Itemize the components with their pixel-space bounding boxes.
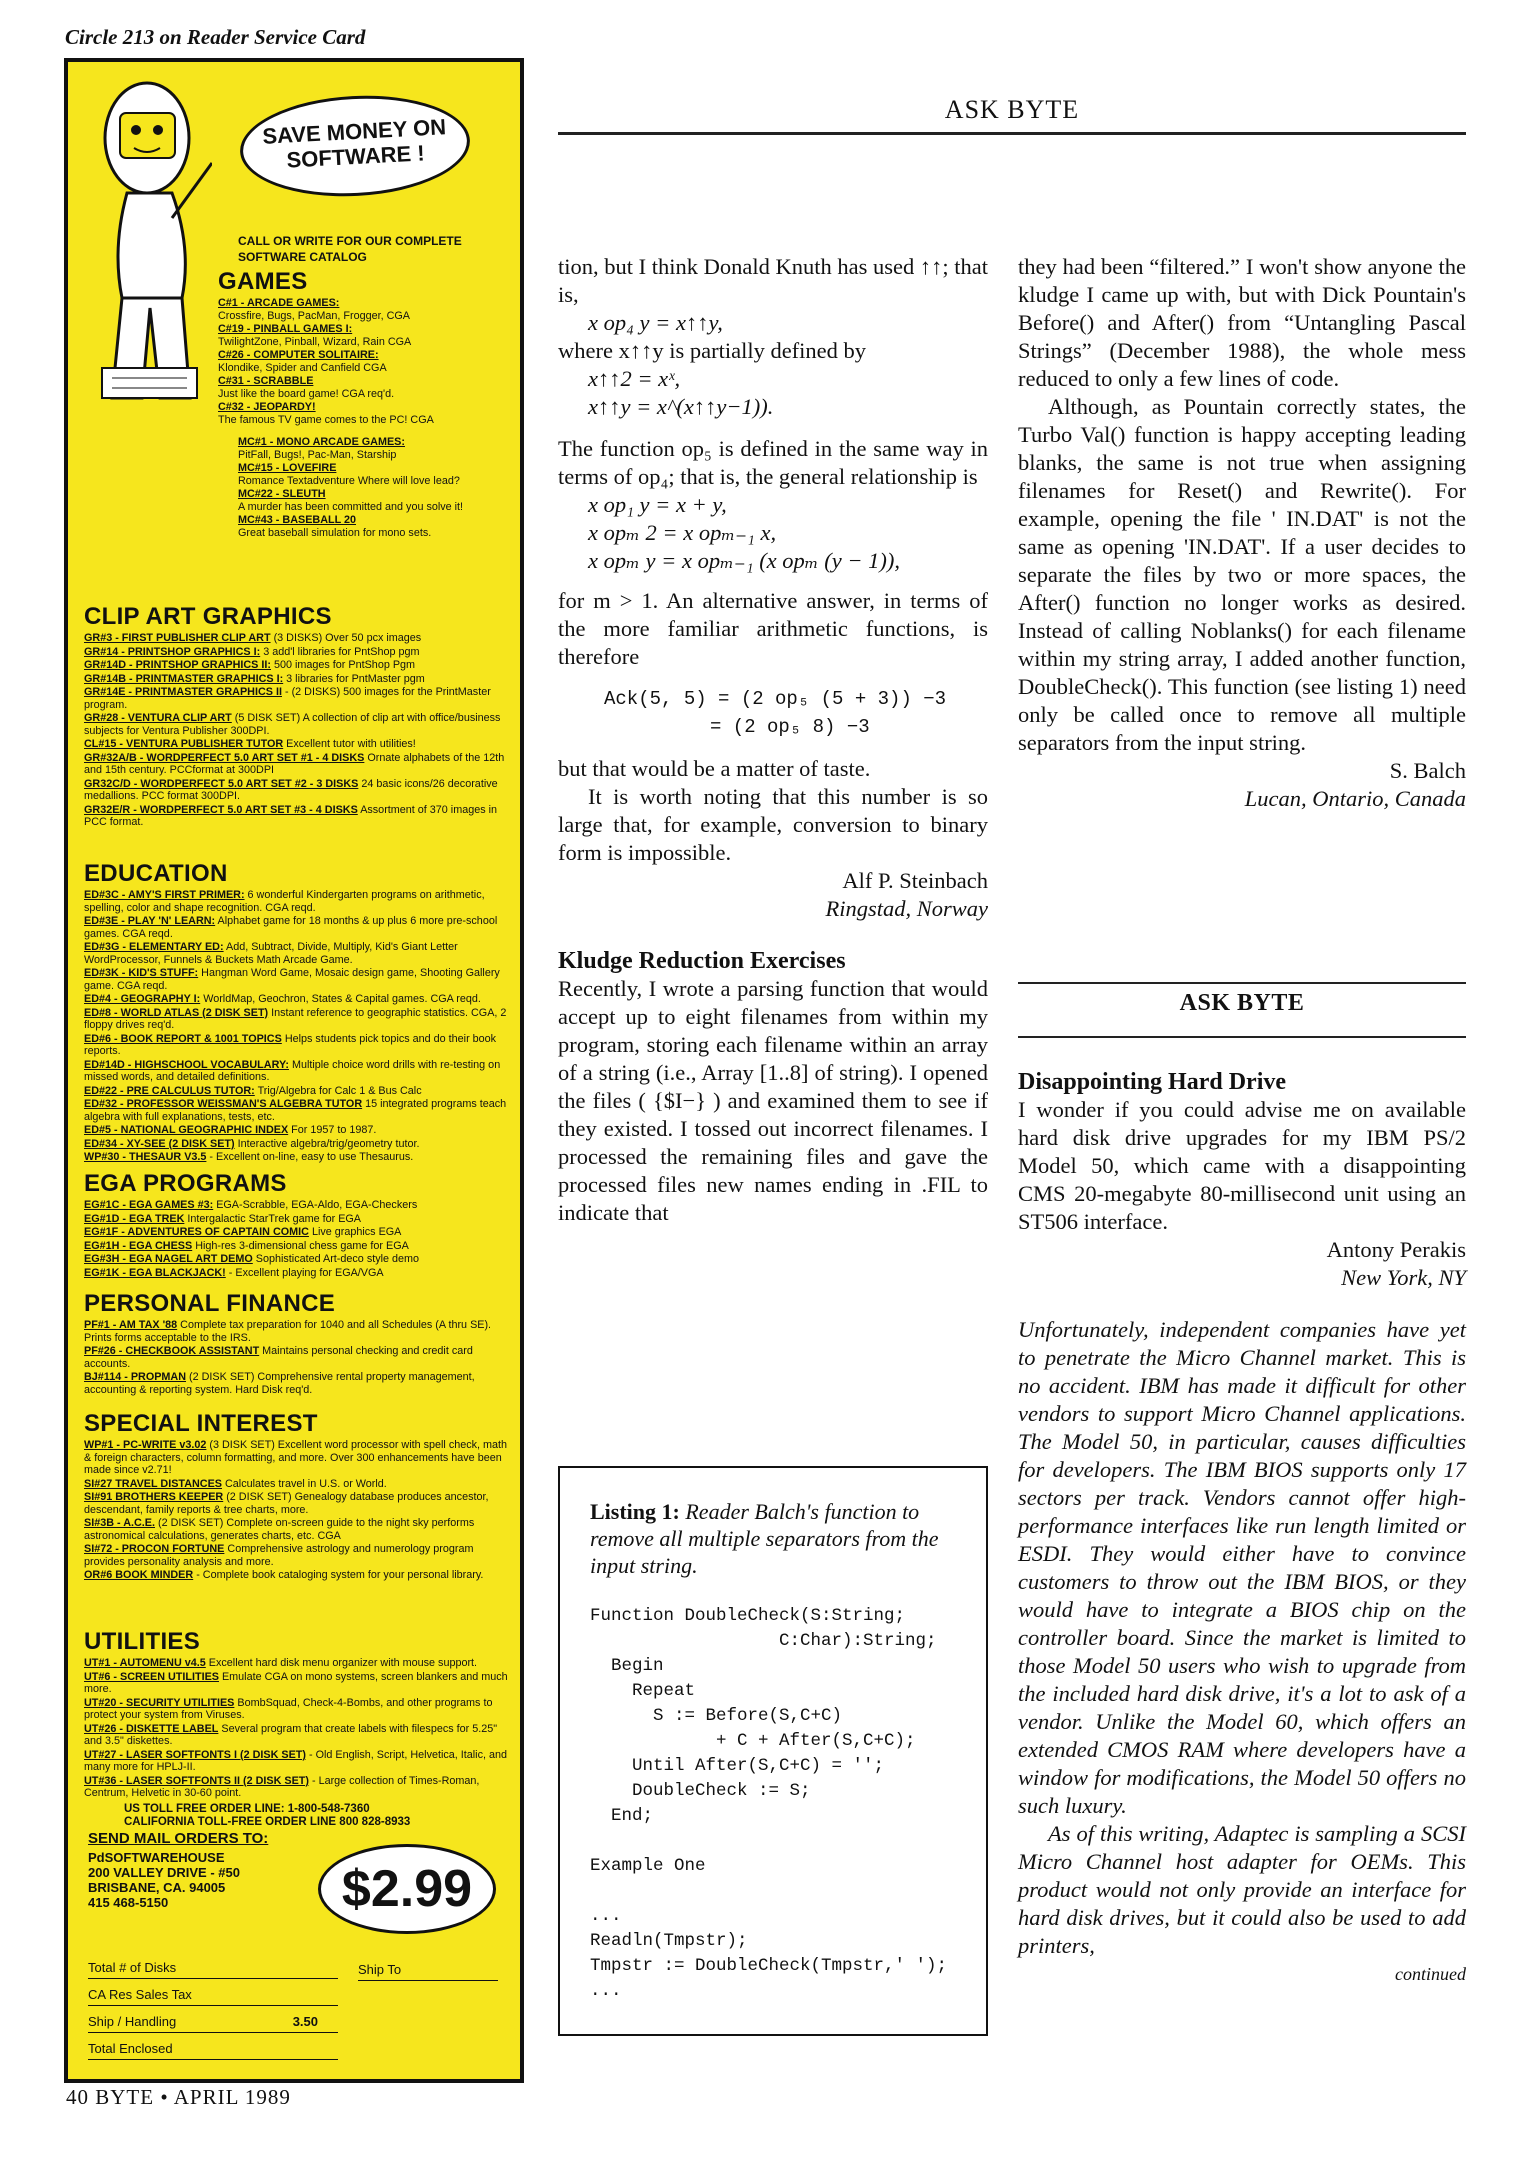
toll-free-line: US TOLL FREE ORDER LINE: 1-800-548-7360: [124, 1802, 370, 1815]
ad-section-title: EDUCATION: [84, 860, 228, 887]
col2-p2: Although, as Pountain correctly states, the Turbo Val() function is happy accepting leading blanks, the same is not true when assigning filenames for Reset() and Rewrite(). For example, opening the file ' IN.DAT' is not the same as opening 'IN.DAT'. If a user decides to separate the files by two or more spaces, the After() function no longer works as desired. Instead of calling Noblanks() for each filename within my string array, I added another function, DoubleCheck(). This function (see listing 1) need only be called once to remove all multiple separators from the input string.: [1018, 394, 1466, 755]
city-address: BRISBANE, CA. 94005: [88, 1880, 226, 1896]
price-badge: $2.99: [318, 1844, 496, 1934]
ad-section-title: UTILITIES: [84, 1628, 201, 1655]
column-one: [558, 253, 988, 1227]
ad-section-title: CLIP ART GRAPHICS: [84, 603, 332, 630]
phone-number: 415 468-5150: [88, 1895, 169, 1911]
reader-service-note: Circle 213 on Reader Service Card: [65, 25, 366, 49]
company-name: PdSOFTWAREHOUSE: [88, 1850, 225, 1866]
order-form: [88, 1952, 508, 2060]
mail-order-address: [88, 1830, 318, 1911]
ad-section-title: GAMES: [218, 268, 308, 295]
ad-section-games: GAMES C#1 - ARCADE GAMES: Crossfire, Bugs, PacMan, Frogger, CGA C#19 - PINBALL GAMES I: TwilightZone, Pinball, Wizard, Rain CGA C#26 - COMPUTER SOLITAIRE: Klondike, Spider and Canfield CGA C#31 - SCRABBLE Just like the board game! CGA req'd. C#32 - JEOPARDY! The famous TV game comes to the PC! CGA MC#1 - MONO ARCADE GAMES: PitFall, Bugs!, Pac-Man, Starship MC#15 - LOVEFIRE Romance Textadventure Where will love lead? MC#22 - SLEUTH A murder has been committed and you solve it! MC#43 - BASEBALL 20 Great baseball simulation for mono sets.: [218, 270, 518, 540]
answer-p2: As of this writing, Adaptec is sampling a SCSI Micro Channel host adapter for OEMs. This product would not only provide an interface for hard disk drives, but it could also be used to add printers,: [1018, 1821, 1466, 1958]
catalog-callout: CALL OR WRITE FOR OUR COMPLETE SOFTWARE CATALOG: [238, 234, 462, 264]
signature-location: Lucan, Ontario, Canada: [1244, 786, 1466, 811]
ca-toll-free-line: CALIFORNIA TOLL-FREE ORDER LINE 800 828-8933: [124, 1816, 411, 1828]
col1-p3: The function op₅ is defined in the same way in terms of op₄; that is, the general relationship is: [558, 436, 988, 489]
ad-section-education: EDUCATION ED#3C - AMY'S FIRST PRIMER: 6 wonderful Kindergarten programs on arithmetic, spelling, color and shape recognition. CGA reqd. ED#3E - PLAY 'N' LEARN: Alphabet game for 18 months & up plus 6 more pre-school games. CGA reqd. ED#3G - ELEMENTARY ED: Add, Subtract, Divide, Multiply, Kid's Giant Letter WordProcessor, Funnels & Buckets Math Arcade Game. ED#3K - KID'S STUFF: Hangman Word Game, Mosaic design game, Shooting Gallery game. CGA reqd. ED#4 - GEOGRAPHY I: WorldMap, Geochron, States & Capital games. CGA reqd. ED#8 - WORLD ATLAS (2 DISK SET) Instant reference to geographic statistics. CGA, 2 floppy drives req'd. ED#6 - BOOK REPORT & 1001 TOPICS Helps students pick topics and do their book reports. ED#14D - HIGHSCHOOL VOCABULARY: Multiple choice word drills with re-testing on missed words, and detailed definitions. ED#22 - PRE CALCULUS TUTOR: Trig/Algebra for Calc 1 & Bus Calc ED#32 - PROFESSOR WEISSMAN'S ALGEBRA TUTOR 15 integrated programs teach algebra with full explanations, tests, etc. ED#5 - NATIONAL GEOGRAPHIC INDEX For 1957 to 1987. ED#34 - XY-SEE (2 DISK SET) Interactive algebra/trig/geometry tutor. WP#30 - THESAUR V3.5 - Excellent on-line, easy to use Thesaurus.: [84, 862, 516, 1165]
header-rule: [558, 132, 1466, 135]
listing-title: Listing 1:: [590, 1499, 680, 1524]
ad-section-utilities: UTILITIES UT#1 - AUTOMENU v4.5 Excellent hard disk menu organizer with mouse support. UT#6 - SCREEN UTILITIES Emulate CGA on mono systems, screen blankers and much more. UT#20 - SECURITY UTILITIES BombSquad, Check-4-Bombs, and other programs to protect your system from Viruses. UT#26 - DISKETTE LABEL Several program that create labels with filespecs for 5.25" and 3.5" diskettes. UT#27 - LASER SOFTFONTS I (2 DISK SET) - Old English, Script, Helvetica, Italic, and many more for HPLJ-II. UT#36 - LASER SOFTFONTS II (2 DISK SET) - Large collection of Times-Roman, Centrum, Helvetic in 30-60 point. US TOLL FREE ORDER LINE: 1-800-548-7360 CALIFORNIA TOLL-FREE ORDER LINE 800 828-8933: [84, 1630, 516, 1829]
form-row-total[interactable]: Total Enclosed: [88, 2033, 338, 2060]
equation-2b: x↑↑y = x^(x↑↑y−1)).: [588, 394, 774, 419]
equation-3c: x opₘ y = x opₘ₋₁ (x opₘ (y − 1)),: [588, 548, 900, 573]
equation-1: x op₄ y = x↑↑y,: [588, 310, 723, 335]
col1-p1: tion, but I think Donald Knuth has used ↑↑; that is,: [558, 254, 988, 307]
equation-3b: x opₘ 2 = x opₘ₋₁ x,: [588, 520, 777, 545]
col1-p6: It is worth noting that this number is so large that, for example, conversion to binary form is impossible.: [558, 784, 988, 865]
cartoon-girl-illustration: [72, 68, 212, 468]
col1-p5: but that would be a matter of taste.: [558, 756, 871, 781]
signature-balch: [1018, 757, 1466, 813]
continued-note: continued: [1395, 1964, 1466, 1984]
ack-line-1: Ack(5, 5) = (2 op₅ (5 + 3)) −3: [604, 688, 947, 710]
form-row-disks[interactable]: Total # of Disks: [88, 1952, 338, 1979]
page-header: ASK BYTE: [944, 95, 1080, 124]
listing-code: Function DoubleCheck(S:String; C:Char):String; Begin Repeat S := Before(S,C+C) + C + After(S,C+C); Until After(S,C+C) = ''; DoubleCheck := S; End; Example One ... Readln(Tmpstr); Tmpstr := DoubleCheck(Tmpstr,' '); ...: [590, 1606, 948, 2001]
ad-section-title: PERSONAL FINANCE: [84, 1290, 336, 1317]
col1-p7: Recently, I wrote a parsing function that would accept up to eight filenames from within my program, storing each filename within an array of a string (i.e., Array [1..8] of string). I opened the files ( {$I−} ) and examined them to see if they existed. I tossed out incorrect filenames. I processed the remaining files and gave the processed files new names ending in .FIL to indicate that: [558, 976, 988, 1225]
equation-3a: x op₁ y = x + y,: [588, 492, 727, 517]
ad-section-special: SPECIAL INTEREST WP#1 - PC-WRITE v3.02 (3 DISK SET) Excellent word processor with spell check, math & foreign characters, column formatting, and more. Over 300 enhancements have been made since v2.71! SI#27 TRAVEL DISTANCES Calculates travel in U.S. or World. SI#91 BROTHERS KEEPER (2 DISK SET) Genealogy database produces ancestor, descendant, family reports & tree charts, more. SI#3B - A.C.E. (2 DISK SET) Complete on-screen guide to the night sky performs astronomical calculations, generates charts, etc. CGA SI#72 - PROCON FORTUNE Comprehensive astrology and numerology program provides personality analysis and more. OR#6 BOOK MINDER - Complete book cataloging system for your personal library.: [84, 1412, 516, 1583]
signature-name: Alf P. Steinbach: [842, 868, 988, 893]
listing-caption-text: Reader Balch's function to remove all multiple separators from the input string.: [590, 1499, 939, 1578]
ad-section-finance: PERSONAL FINANCE PF#1 - AM TAX '88 Complete tax preparation for 1040 and all Schedules (A thru SE). Prints forms acceptable to the IRS. PF#26 - CHECKBOOK ASSISTANT Maintains personal checking and credit card accounts. BJ#114 - PROPMAN (2 DISK SET) Comprehensive rental property management, accounting & reporting system. Hard Disk req'd.: [84, 1292, 516, 1397]
ad-section-title: SPECIAL INTEREST: [84, 1410, 318, 1437]
ad-section-ega: EGA PROGRAMS EG#1C - EGA GAMES #3: EGA-Scrabble, EGA-Aldo, EGA-Checkers EG#1D - EGA TREK Intergalactic StarTrek game for EGA EG#1F - ADVENTURES OF CAPTAIN COMIC Live graphics EGA EG#1H - EGA CHESS High-res 3-dimensional chess game for EGA EG#3H - EGA NAGEL ART DEMO Sophisticated Art-deco style demo EG#1K - EGA BLACKJACK! - Excellent playing for EGA/VGA: [84, 1172, 516, 1280]
ship-to-field[interactable]: Ship To: [358, 1962, 498, 1981]
section-rule-bottom: [1018, 1036, 1466, 1038]
col1-p2: where x↑↑y is partially defined by: [558, 338, 867, 363]
section-rule-top: [1018, 982, 1466, 984]
col2-p1: they had been “filtered.” I won't show anyone the kludge I came up with, but with Dick Pountain's Before() and After() from “Untangling Pascal Strings” (December 1988), the whole mess reduced to only a few lines of code.: [1018, 254, 1466, 391]
column-two: [1018, 253, 1466, 813]
col1-p4: for m > 1. An alternative answer, in terms of the more familiar arithmetic functions, is therefore: [558, 588, 988, 669]
signature-perakis: [1018, 1236, 1466, 1292]
equation-2a: x↑↑2 = xˣ,: [588, 366, 681, 391]
signature-name: Antony Perakis: [1326, 1237, 1466, 1262]
signature-name: S. Balch: [1389, 758, 1466, 783]
signature-steinbach: [558, 867, 988, 923]
software-ad: [64, 58, 524, 2083]
form-row-tax[interactable]: CA Res Sales Tax: [88, 1979, 338, 2006]
ask-byte-subhead: ASK BYTE: [1179, 990, 1305, 1016]
listing-box: [558, 1466, 988, 2036]
ack-line-2: = (2 op₅ 8) −3: [710, 716, 870, 738]
answer-p1: Unfortunately, independent companies have yet to penetrate the Micro Channel market. This is no accident. IBM has made it difficult for other vendors to support Micro Channel applications. The Model 50, in particular, causes difficulties for developers. The IBM BIOS supports only 17 sectors per track. Vendors cannot offer high-performance interfaces like run length limited or ESDI. They would either have to convince customers to throw out the IBM BIOS, or they would have to integrate a BIOS chip on the controller board. Since the market is limited to those Model 50 users who wish to upgrade from the included hard disk drive, it's a lot to ask of a vendor. Unlike the Model 60, which offers an extended CMOS RAM where developers have a window for modifications, the Model 50 offers no such luxury.: [1018, 1317, 1466, 1818]
ad-section-title: EGA PROGRAMS: [84, 1170, 287, 1197]
street-address: 200 VALLEY DRIVE - #50: [88, 1865, 240, 1881]
form-row-shipping[interactable]: Ship / Handling 3.50: [88, 2006, 338, 2033]
heading-hard-drive: Disappointing Hard Drive: [1018, 1069, 1287, 1095]
speech-bubble: SAVE MONEY ON SOFTWARE !: [238, 90, 473, 202]
page-footer: 40 BYTE • APRIL 1989: [66, 2085, 291, 2109]
send-mail-heading: SEND MAIL ORDERS TO:: [88, 1830, 269, 1847]
listing-caption: [590, 1498, 958, 1579]
column-two-lower: [1018, 1068, 1466, 1988]
col2-p3: I wonder if you could advise me on available hard disk drive upgrades for my IBM PS/2 Model 50, which came with a disappointing CMS 20-megabyte 80-millisecond unit using an ST506 interface.: [1018, 1097, 1466, 1234]
ad-section-clip-art: CLIP ART GRAPHICS GR#3 - FIRST PUBLISHER CLIP ART (3 DISKS) Over 50 pcx images GR#14 - PRINTSHOP GRAPHICS I: 3 add'l libraries for PntShop pgm GR#14D - PRINTSHOP GRAPHICS II: 500 images for PntShop Pgm GR#14B - PRINTMASTER GRAPHICS I: 3 libraries for PntMaster pgm GR#14E - PRINTMASTER GRAPHICS II - (2 DISKS) 500 images for the PrintMaster program. GR#28 - VENTURA CLIP ART (5 DISK SET) A collection of clip art with office/business subjects for Ventura Publisher 300DPI. CL#15 - VENTURA PUBLISHER TUTOR Excellent tutor with utilities! GR#32A/B - WORDPERFECT 5.0 ART SET #1 - 4 DISKS Ornate alphabets of the 12th and 15th century. PCCformat at 300DPI GR32C/D - WORDPERFECT 5.0 ART SET #2 - 3 DISKS 24 basic icons/26 decorative medallions. PCC format 300DPI. GR32E/R - WORDPERFECT 5.0 ART SET #3 - 4 DISKS Assortment of 370 images in PCC format.: [84, 605, 516, 830]
heading-kludge: Kludge Reduction Exercises: [558, 948, 846, 974]
signature-location: New York, NY: [1341, 1265, 1466, 1290]
signature-location: Ringstad, Norway: [825, 896, 988, 921]
